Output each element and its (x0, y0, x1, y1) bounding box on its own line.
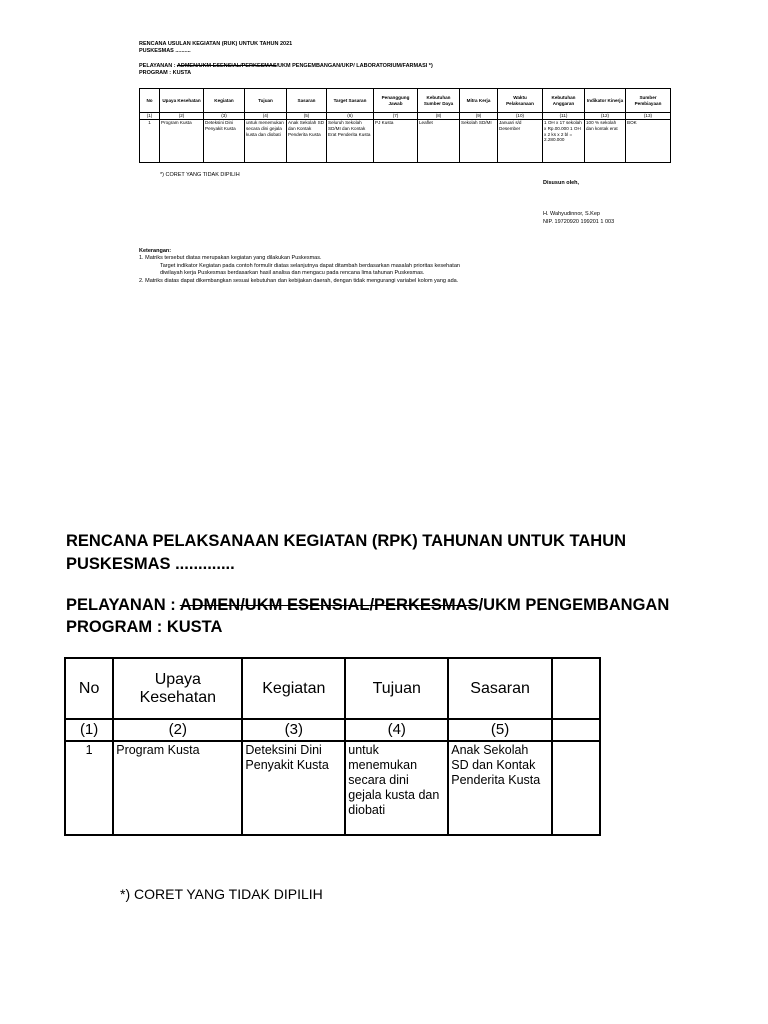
ruk-col-number: (6) (327, 113, 374, 120)
ruk-header: Kebutuhan Anggaran (543, 89, 585, 113)
rpk-cell-cut (552, 741, 600, 835)
ruk-cell: Deteksini Dini Penyakit Kusta (204, 120, 245, 163)
zoomed-excerpt (0, 520, 670, 1024)
ruk-col-number: (2) (160, 113, 204, 120)
ruk-header: Mitra Kerja (460, 89, 498, 113)
keterangan-line: Target indikator Kegiatan pada contoh formulir diatas selanjutnya dapat ditambah berdasarkan masalah prioritas kesehatan (160, 263, 460, 269)
rpk-data-row (65, 741, 600, 835)
ruk-cell: 1 OH x 17 sekolah x Rp.00.000 1 OH x 2 ks x 2 bl = 2.280.000 (543, 120, 585, 163)
ruk-col-number: (8) (418, 113, 460, 120)
zoom-pelayanan-prefix: PELAYANAN : (66, 596, 180, 614)
ruk-header: Penanggung Jawab (374, 89, 418, 113)
doc-note: *) CORET YANG TIDAK DIPILIH (160, 172, 240, 178)
zoom-title: RENCANA PELAKSANAAN KEGIATAN (RPK) TAHUNAN UNTUK TAHUN (66, 532, 627, 550)
rpk-header-row (65, 658, 600, 719)
rpk-cell: Anak Sekolah SD dan Kontak Penderita Kusta (448, 741, 552, 835)
ruk-col-number: (3) (204, 113, 245, 120)
ruk-cell: Program Kusta (160, 120, 204, 163)
rpk-col-number-cut (552, 719, 600, 741)
ruk-col-number: (13) (626, 113, 671, 120)
ruk-cell: untuk menemukan secara dini gejala kusta dan diobati (245, 120, 287, 163)
rpk-col-number: (4) (345, 719, 448, 741)
keterangan-line: 2. Matriks diatas dapat dikembangkan sesuai kebutuhan dan kebijakan daerah, dengan tidak mengurangi variabel kolom yang ada. (139, 278, 459, 284)
doc-puskesmas: PUSKESMAS .......... (139, 48, 191, 54)
ruk-cell: Seluruh Sekolah SD/MI dan Kontak Erat Penderita Kusta (327, 120, 374, 163)
ruk-table (139, 88, 671, 163)
keterangan-line: diwilayah kerja Puskesmas berdasarkan hasil analisa dan mengacu pada rencana lima tahunan Puskesmas. (160, 270, 425, 276)
zoom-program: PROGRAM : KUSTA (66, 618, 223, 636)
ruk-header: Upaya Kesehatan (160, 89, 204, 113)
rpk-col-number: (2) (113, 719, 242, 741)
rpk-cell: 1 (65, 741, 113, 835)
keterangan-line: 1. Matriks tersebut diatas merupakan kegiatan yang dilakukan Puskesmas. (139, 255, 322, 261)
zoom-pelayanan-rest: /UKM PENGEMBANGAN (478, 596, 670, 614)
ruk-cell: Leaflet (418, 120, 460, 163)
ruk-header: Indikator Kinerja (585, 89, 626, 113)
rpk-number-row (65, 719, 600, 741)
rpk-header: Sasaran (448, 658, 552, 719)
doc-title: RENCANA USULAN KEGIATAN (RUK) UNTUK TAHUN 2021 (139, 41, 293, 47)
ruk-cell: 100 % sekolah dan kontak erat (585, 120, 626, 163)
ruk-number-row (140, 113, 671, 120)
zoom-pelayanan-struck: ADMEN/UKM ESENSIAL/PERKESMAS (179, 596, 479, 614)
ruk-col-number: (1) (140, 113, 160, 120)
rpk-header-cut (552, 658, 600, 719)
pelayanan-struck: ADMEN/UKM ESENSIAL/PERKESMAS (176, 63, 277, 69)
zoom-note: *) CORET YANG TIDAK DIPILIH (120, 886, 323, 902)
ruk-col-number: (7) (374, 113, 418, 120)
rpk-col-number: (1) (65, 719, 113, 741)
rpk-header: No (65, 658, 113, 719)
ruk-header: Sumber Pembiayaan (626, 89, 671, 113)
rpk-header: Kegiatan (242, 658, 345, 719)
ruk-header-row (140, 89, 671, 113)
rpk-cell: untuk menemukan secara dini gejala kusta dan diobati (345, 741, 448, 835)
ruk-col-number: (10) (498, 113, 543, 120)
pelayanan-rest: /UKM PENGEMBANGAN/UKP/ LABORATORIUM/FARMASI *) (276, 63, 433, 69)
zoom-puskesmas: PUSKESMAS ............. (66, 555, 235, 573)
ruk-header: No (140, 89, 160, 113)
ruk-col-number: (5) (287, 113, 327, 120)
zoom-pelayanan (66, 595, 669, 616)
rpk-col-number: (3) (242, 719, 345, 741)
ruk-header: Target Sasaran (327, 89, 374, 113)
rpk-cell: Deteksini Dini Penyakit Kusta (242, 741, 345, 835)
ruk-header: Sasaran (287, 89, 327, 113)
pelayanan-prefix: PELAYANAN : (139, 63, 177, 69)
ruk-col-number: (12) (585, 113, 626, 120)
rpk-col-number: (5) (448, 719, 552, 741)
ruk-col-number: (11) (543, 113, 585, 120)
ruk-data-row (140, 120, 671, 163)
doc-disusun: Disusun oleh, (543, 180, 580, 186)
ruk-header: Kegiatan (204, 89, 245, 113)
ruk-cell: Anak Sekolah SD dan Kontak Penderita Kusta (287, 120, 327, 163)
rpk-table (64, 657, 601, 836)
rpk-cell: Program Kusta (113, 741, 242, 835)
ruk-header: Tujuan (245, 89, 287, 113)
ruk-cell: BOK (626, 120, 671, 163)
ruk-cell: 1 (140, 120, 160, 163)
doc-pelayanan (139, 63, 433, 70)
ruk-col-number: (9) (460, 113, 498, 120)
ruk-cell: PJ Kusta (374, 120, 418, 163)
ruk-cell: Sekolah SD/MI (460, 120, 498, 163)
keterangan-title: Keterangan: (139, 248, 172, 254)
doc-program: PROGRAM : KUSTA (139, 70, 192, 76)
signer-nip: NIP. 19720920 199201 1 003 (543, 219, 615, 225)
ruk-header: Kebutuhan Sumber Daya (418, 89, 460, 113)
ruk-col-number: (4) (245, 113, 287, 120)
rpk-header: Tujuan (345, 658, 448, 719)
signer-name: H. Wahyudinnor, S.Kep (543, 211, 600, 217)
ruk-cell: Januari s/d Desember (498, 120, 543, 163)
ruk-header: Waktu Pelaksanaan (498, 89, 543, 113)
rpk-header: Upaya Kesehatan (113, 658, 242, 719)
